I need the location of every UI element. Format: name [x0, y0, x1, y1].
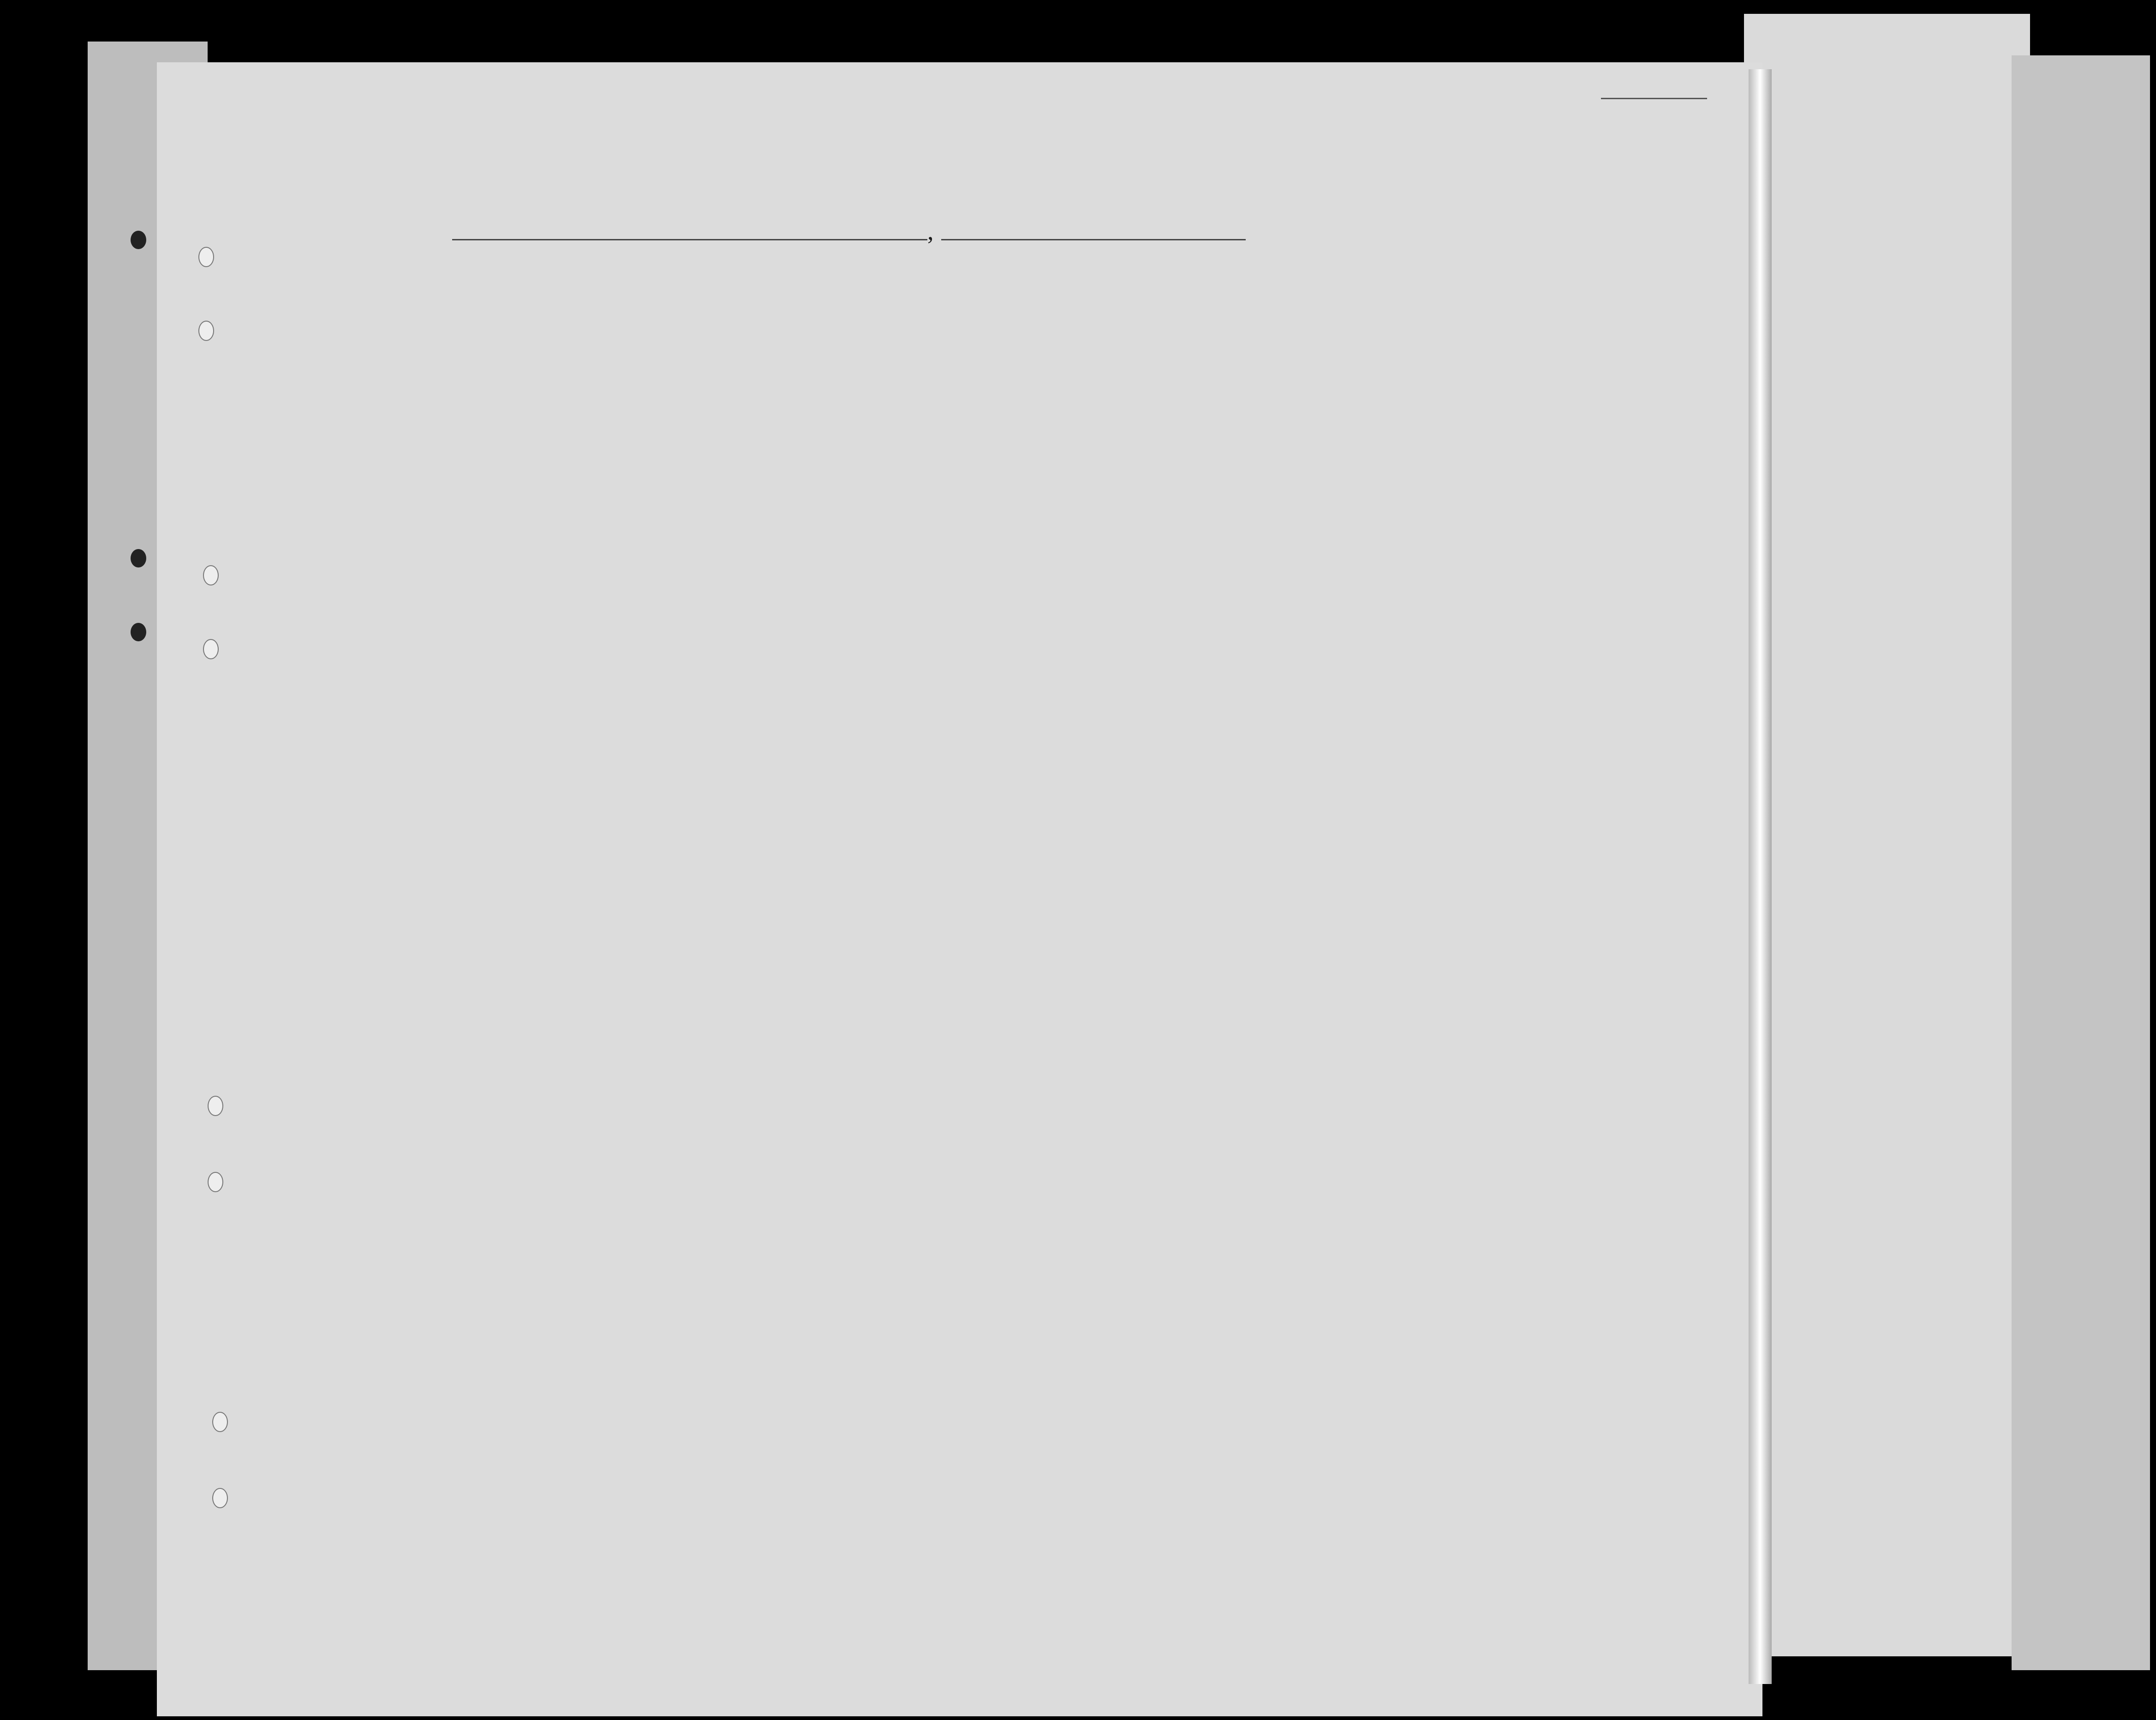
binder-hole — [203, 639, 219, 659]
binder-hole — [212, 1412, 228, 1432]
binder-hole — [208, 1096, 223, 1116]
header-money — [386, 295, 409, 420]
header-ticket — [258, 295, 286, 420]
binder-hole — [212, 1488, 228, 1508]
header-offer — [1077, 295, 1123, 415]
header-purpose-length — [867, 307, 904, 418]
header-polygamist — [983, 295, 1006, 415]
binder-hole — [198, 247, 214, 267]
binder-hole — [208, 1172, 223, 1192]
binder-hole — [198, 321, 214, 341]
binder-hole-dark — [131, 549, 146, 567]
header-inches — [1294, 369, 1317, 415]
binder-hole-dark — [131, 623, 146, 641]
header-deported — [1119, 295, 1156, 415]
binder-hole — [203, 565, 219, 585]
header-feet — [1271, 369, 1294, 415]
header-purpose-return — [812, 307, 858, 418]
header-overthrow — [1031, 295, 1082, 415]
binder-hole-dark — [131, 231, 146, 249]
comma: , — [927, 217, 934, 245]
header-anarchist — [1006, 295, 1029, 415]
header-prison — [944, 295, 976, 415]
